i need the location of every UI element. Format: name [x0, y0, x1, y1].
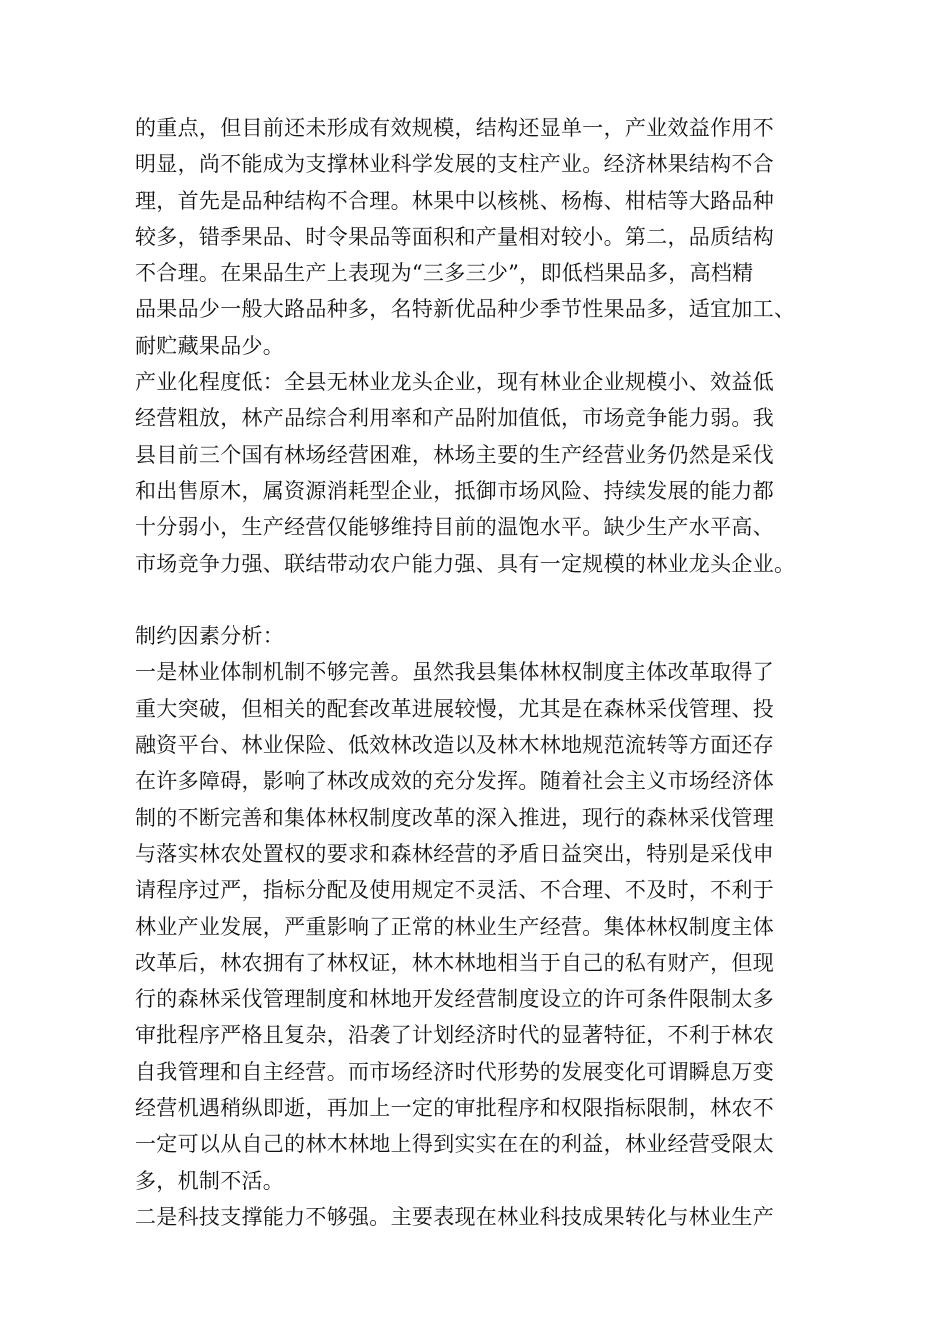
- text-line: 二是科技支撑能力不够强。主要表现在林业科技成果转化与林业生产: [135, 1204, 774, 1229]
- text-line: 请程序过严，指标分配及使用规定不灵活、不合理、不及时，不利于: [135, 878, 774, 903]
- text-line: 和出售原木，属资源消耗型企业，抵御市场风险、持续发展的能力都: [135, 478, 774, 503]
- paragraph-technology-support: [135, 1199, 835, 1235]
- text-line: 明显，尚不能成为支撑林业科学发展的支柱产业。经济林果结构不合: [135, 152, 774, 177]
- text-line: 行的森林采伐管理制度和林地开发经营制度设立的许可条件限制太多: [135, 987, 774, 1012]
- paragraph-spacer: [135, 582, 835, 618]
- paragraph-system-mechanism: [135, 654, 835, 1198]
- text-line: 制的不断完善和集体林权制度改革的深入推进，现行的森林采伐管理: [135, 805, 774, 830]
- text-line: 林业产业发展，严重影响了正常的林业生产经营。集体林权制度主体: [135, 914, 774, 939]
- text-line: 在许多障碍，影响了林改成效的充分发挥。随着社会主义市场经济体: [135, 769, 774, 794]
- text-line: 县目前三个国有林场经营困难，林场主要的生产经营业务仍然是采伐: [135, 442, 774, 467]
- text-line: 一是林业体制机制不够完善。虽然我县集体林权制度主体改革取得了: [135, 660, 774, 685]
- text-line: 市场竞争力强、联结带动农户能力强、具有一定规模的林业龙头企业。: [135, 551, 796, 576]
- text-line: 审批程序严格且复杂，沿袭了计划经济时代的显著特征，不利于林农: [135, 1023, 774, 1048]
- text-line: 产业化程度低：全县无林业龙头企业，现有林业企业规模小、效益低: [135, 370, 774, 395]
- document-body: [135, 110, 835, 1235]
- text-line: 的重点，但目前还未形成有效规模，结构还显单一，产业效益作用不: [135, 116, 774, 140]
- text-line: 改革后，林农拥有了林权证，林木林地相当于自己的私有财产，但现: [135, 950, 774, 975]
- text-line: 多，机制不活。: [135, 1168, 285, 1193]
- text-line: 与落实林农处置权的要求和森林经营的矛盾日益突出，特别是采伐申: [135, 841, 774, 866]
- text-line: 重大突破，但相关的配套改革进展较慢，尤其是在森林采伐管理、投: [135, 696, 774, 721]
- text-line: 经营机遇稍纵即逝，再加上一定的审批程序和权限指标限制，林农不: [135, 1096, 774, 1121]
- text-line: 十分弱小，生产经营仅能够维持目前的温饱水平。缺少生产水平高、: [135, 515, 774, 540]
- text-line: 自我管理和自主经营。而市场经济时代形势的发展变化可谓瞬息万变: [135, 1059, 774, 1084]
- section-heading: 制约因素分析：: [135, 624, 285, 649]
- text-line: 不合理。在果品生产上表现为“三多三少”，即低档果品多，高档精: [135, 261, 754, 286]
- text-line: 经营粗放，林产品综合利用率和产品附加值低，市场竞争能力弱。我: [135, 406, 774, 431]
- text-line: 耐贮藏果品少。: [135, 333, 285, 358]
- text-line: 较多，错季果品、时令果品等面积和产量相对较小。第二，品质结构: [135, 224, 774, 249]
- text-line: 一定可以从自己的林木林地上得到实实在在的利益，林业经营受限太: [135, 1132, 774, 1157]
- text-line: 融资平台、林业保险、低效林改造以及林木林地规范流转等方面还存: [135, 733, 774, 758]
- text-line: 理，首先是品种结构不合理。林果中以核桃、杨梅、柑桔等大路品种: [135, 188, 774, 213]
- text-line: 品果品少一般大路品种多，名特新优品种少季节性果品多，适宜加工、: [135, 297, 796, 322]
- paragraph-industrialization: [135, 364, 835, 582]
- paragraph-fruit-structure: [135, 110, 835, 364]
